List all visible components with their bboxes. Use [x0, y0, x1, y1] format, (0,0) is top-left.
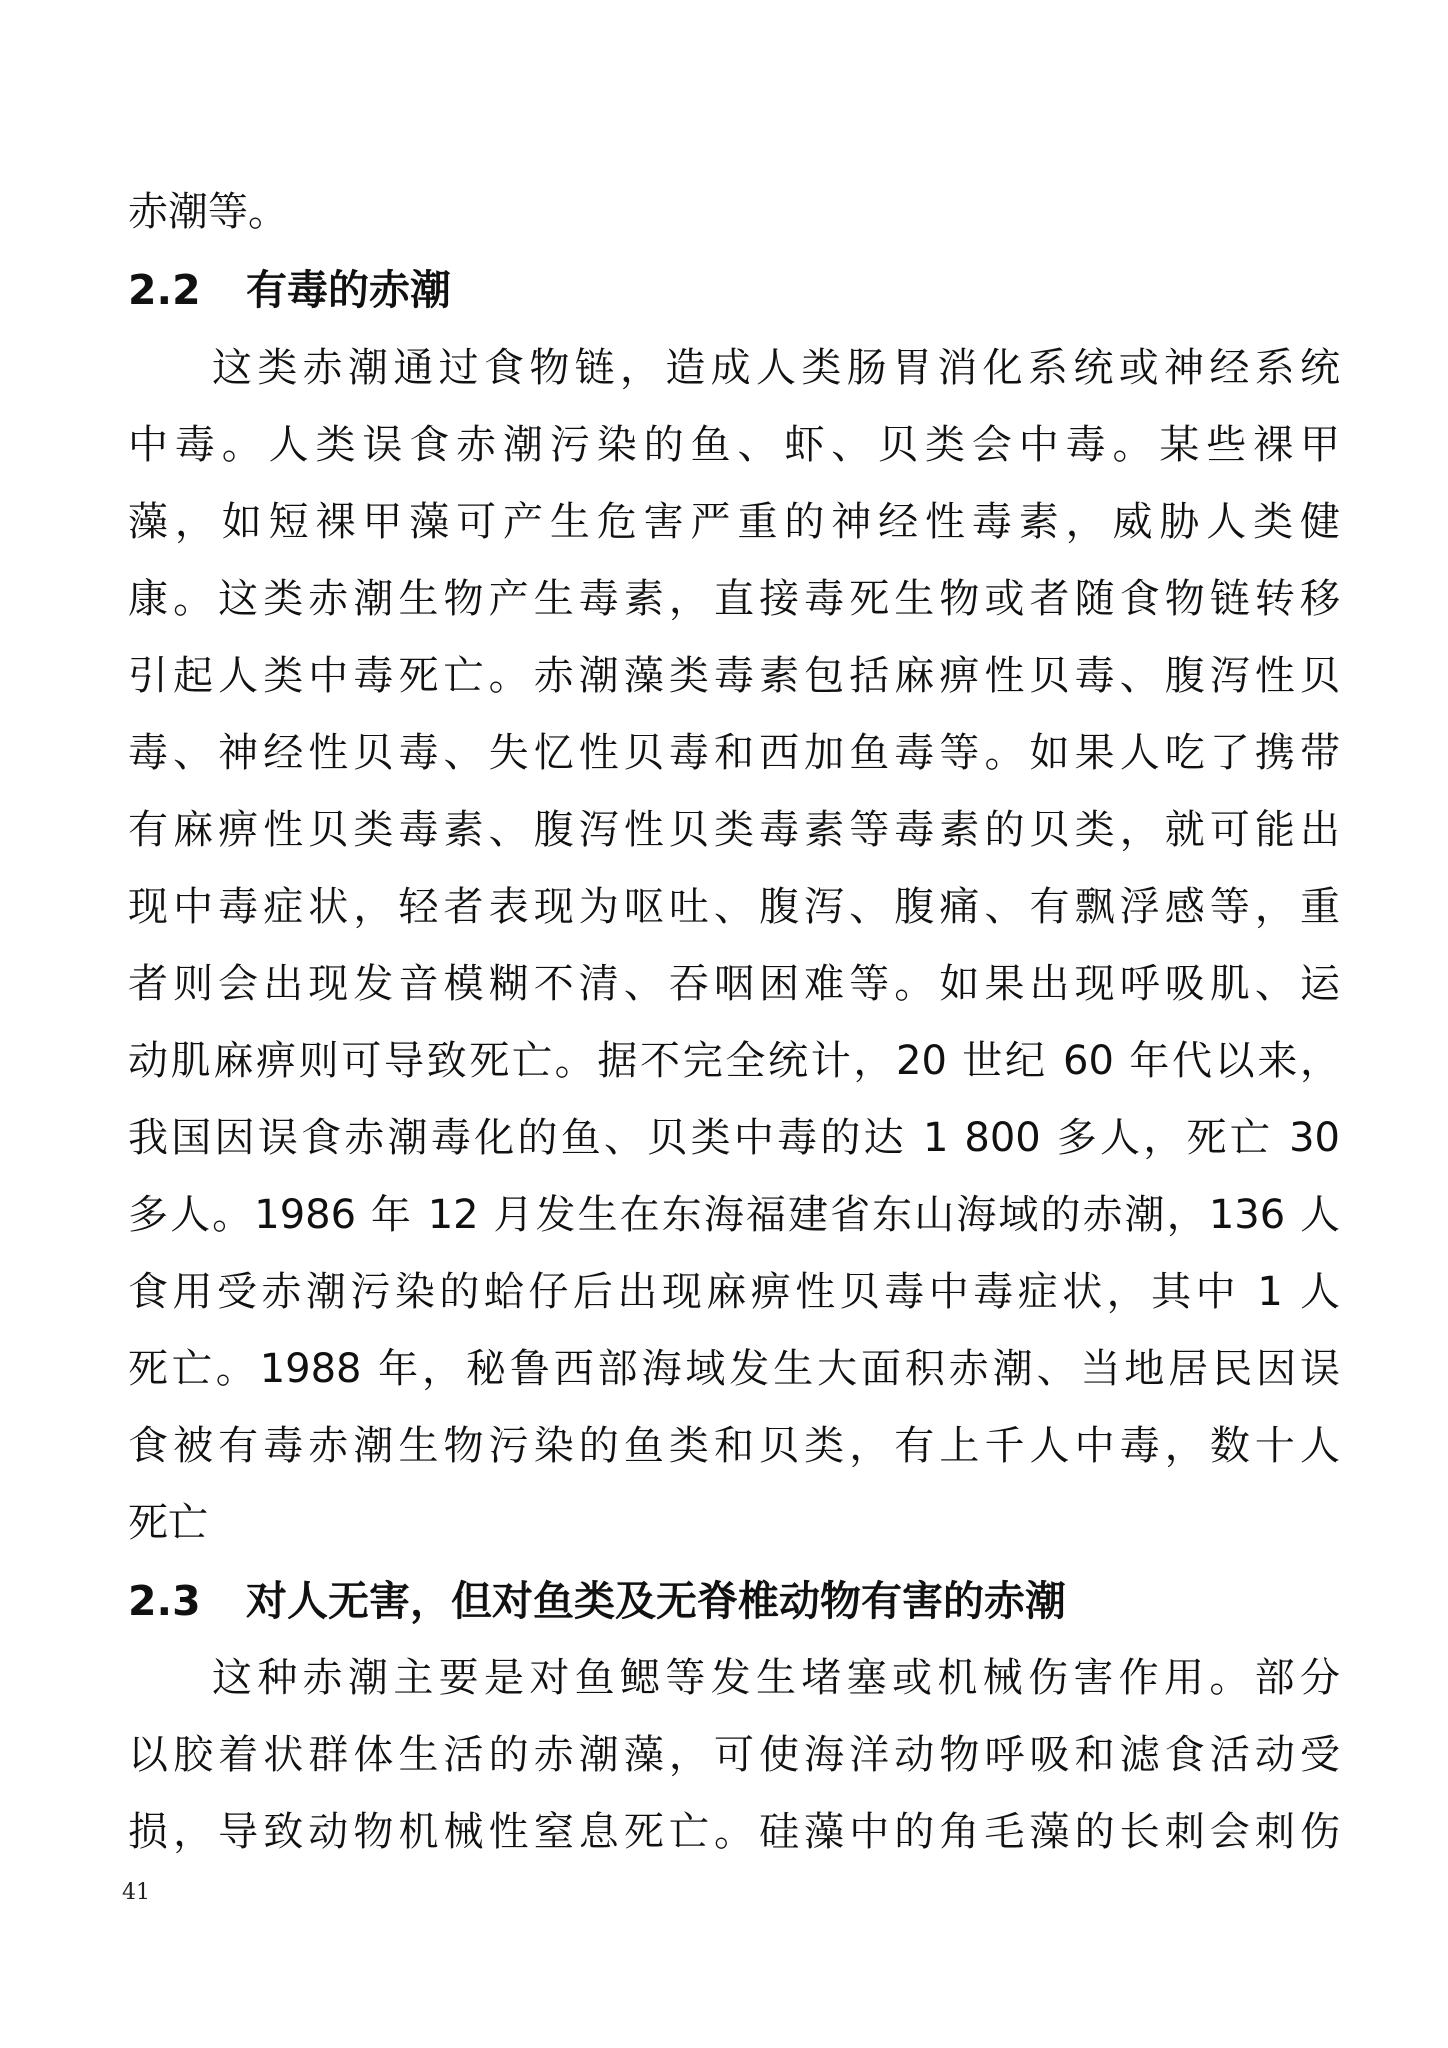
paragraph-line-carryover: 赤潮等。: [128, 189, 288, 235]
section-title: 对人无害，但对鱼类及无脊椎动物有害的赤潮: [246, 1577, 1066, 1625]
paragraph-line: 动肌麻痹则可导致死亡。据不完全统计，20 世纪 60 年代以来，: [128, 1038, 1340, 1084]
section-heading-2-2: [128, 250, 451, 330]
section-number: 2.3: [128, 1577, 201, 1625]
paragraph-line: 藻，如短裸甲藻可产生危害严重的神经性毒素，威胁人类健: [128, 499, 1340, 545]
paragraph-line: 这种赤潮主要是对鱼鳃等发生堵塞或机械伤害作用。部分: [212, 1655, 1340, 1701]
paragraph-line-last: 死亡: [128, 1500, 208, 1546]
paragraph-line: 损，导致动物机械性窒息死亡。硅藻中的角毛藻的长刺会刺伤: [128, 1809, 1340, 1855]
section-title: 有毒的赤潮: [246, 266, 451, 314]
paragraph-line: 食用受赤潮污染的蛤仔后出现麻痹性贝毒中毒症状，其中 1 人: [128, 1269, 1340, 1315]
page-number: 41: [122, 1880, 150, 1905]
paragraph-line: 毒、神经性贝毒、失忆性贝毒和西加鱼毒等。如果人吃了携带: [128, 730, 1340, 776]
paragraph-line: 以胶着状群体生活的赤潮藻，可使海洋动物呼吸和滤食活动受: [128, 1732, 1340, 1778]
paragraph-line: 有麻痹性贝类毒素、腹泻性贝类毒素等毒素的贝类，就可能出: [128, 807, 1340, 853]
paragraph-line: 中毒。人类误食赤潮污染的鱼、虾、贝类会中毒。某些裸甲: [128, 422, 1340, 468]
paragraph-line: 这类赤潮通过食物链，造成人类肠胃消化系统或神经系统: [212, 345, 1340, 391]
paragraph-line: 现中毒症状，轻者表现为呕吐、腹泻、腹痛、有飘浮感等，重: [128, 884, 1340, 930]
section-number: 2.2: [128, 266, 201, 314]
paragraph-line: 死亡。1988 年，秘鲁西部海域发生大面积赤潮、当地居民因误: [128, 1346, 1340, 1392]
paragraph-line: 我国因误食赤潮毒化的鱼、贝类中毒的达 1 800 多人，死亡 30: [128, 1115, 1340, 1161]
paragraph-line: 康。这类赤潮生物产生毒素，直接毒死生物或者随食物链转移: [128, 576, 1340, 622]
paragraph-line: 引起人类中毒死亡。赤潮藻类毒素包括麻痹性贝毒、腹泻性贝: [128, 653, 1340, 699]
paragraph-line: 多人。1986 年 12 月发生在东海福建省东山海域的赤潮，136 人: [128, 1192, 1340, 1238]
paragraph-line: 食被有毒赤潮生物污染的鱼类和贝类，有上千人中毒，数十人: [128, 1423, 1340, 1469]
paragraph-line: 者则会出现发音模糊不清、吞咽困难等。如果出现呼吸肌、运: [128, 961, 1340, 1007]
section-heading-2-3: [128, 1561, 1066, 1641]
